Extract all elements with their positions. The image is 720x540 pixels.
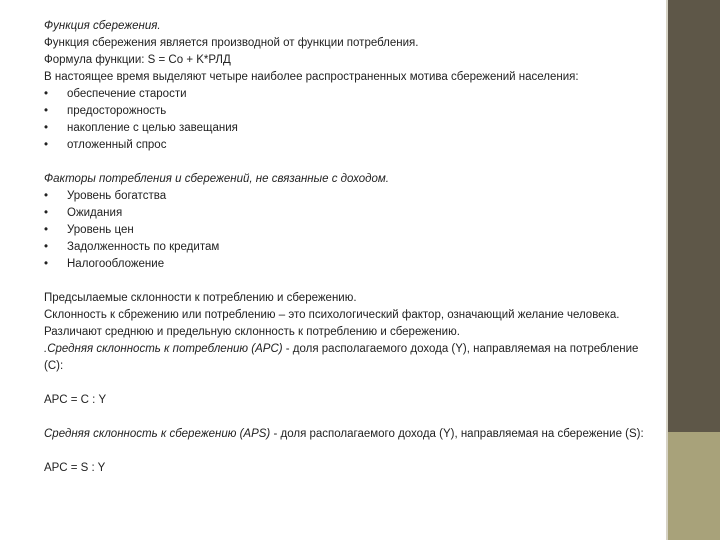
bullet-icon: • xyxy=(44,207,49,219)
bullet-icon: • xyxy=(44,258,49,270)
savings-function-title: Функция сбережения. xyxy=(44,20,161,32)
propensity-types: Различают среднюю и предельную склонность к потреблению и сбережению. xyxy=(44,326,460,338)
spacer xyxy=(44,443,644,460)
apc-term: .Средняя склонность к потреблению (АРС) xyxy=(44,343,283,355)
aps-description: - доля располагаемого дохода (Y), направляемая на сбережение (S): xyxy=(270,428,644,440)
motive-label: накопление с целью завещания xyxy=(67,122,238,134)
motives-intro: В настоящее время выделяют четыре наиболее распространенных мотива сбережений населения: xyxy=(44,71,579,83)
decorative-sidebar xyxy=(666,0,720,540)
apc-description: - доля располагаемого дохода (Y), направляемая на потребление (С): xyxy=(44,343,639,372)
factor-item xyxy=(44,239,644,256)
motive-item xyxy=(44,86,644,103)
bullet-icon: • xyxy=(44,224,49,236)
savings-formula: Формула функции: S = Co + K*РЛД xyxy=(44,54,231,66)
bullet-icon: • xyxy=(44,190,49,202)
aps-term: Средняя склонность к сбережению (APS) xyxy=(44,428,271,440)
savings-function-text: Функция сбережения является производной от функции потребления. xyxy=(44,37,419,49)
factor-label: Уровень цен xyxy=(67,224,134,236)
bullet-icon: • xyxy=(44,122,49,134)
motive-item xyxy=(44,120,644,137)
spacer xyxy=(44,154,644,171)
motive-label: предосторожность xyxy=(67,105,167,117)
motive-label: отложенный спрос xyxy=(67,139,167,151)
motive-item xyxy=(44,103,644,120)
bullet-icon: • xyxy=(44,139,49,151)
factor-label: Налогообложение xyxy=(67,258,165,270)
motive-item xyxy=(44,137,644,154)
factor-label: Задолженность по кредитам xyxy=(67,241,220,253)
aps-definition xyxy=(44,426,644,443)
factor-item xyxy=(44,256,644,273)
apc-definition xyxy=(44,341,644,375)
sidebar-accent-block xyxy=(668,432,720,540)
bullet-icon: • xyxy=(44,88,49,100)
slide-content xyxy=(44,18,644,477)
factor-label: Ожидания xyxy=(67,207,123,219)
spacer xyxy=(44,375,644,392)
spacer xyxy=(44,409,644,426)
propensity-definition: Склонность к сбрежению или потреблению – это психологический фактор, означающий желание человека. xyxy=(44,309,620,321)
apc-formula: АРС = С : Y xyxy=(44,394,107,406)
factor-item xyxy=(44,222,644,239)
bullet-icon: • xyxy=(44,241,49,253)
motive-label: обеспечение старости xyxy=(67,88,187,100)
factor-label: Уровень богатства xyxy=(67,190,167,202)
propensity-heading: Предсылаемые склонности к потреблению и сбережению. xyxy=(44,292,357,304)
bullet-icon: • xyxy=(44,105,49,117)
factor-item xyxy=(44,205,644,222)
spacer xyxy=(44,273,644,290)
factors-title: Факторы потребления и сбережений, не связанные с доходом. xyxy=(44,173,389,185)
factor-item xyxy=(44,188,644,205)
aps-formula: АРС = S : Y xyxy=(44,462,106,474)
